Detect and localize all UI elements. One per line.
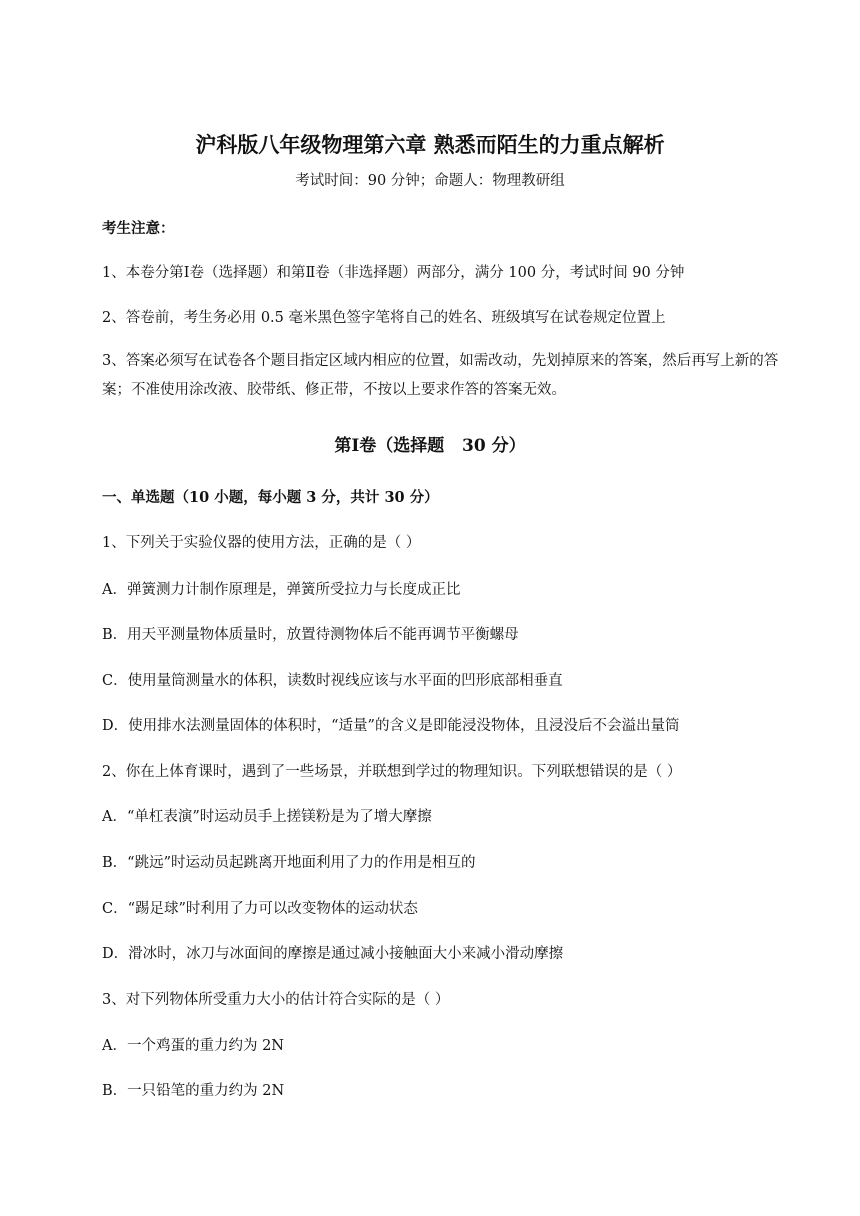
question-2-option-d: D．滑冰时，冰刀与冰面间的摩擦是通过减小接触面大小来减小滑动摩擦 xyxy=(102,946,564,962)
question-2-stem: 2、你在上体育课时，遇到了一些场景，并联想到学过的物理知识。下列联想错误的是（ ） xyxy=(102,764,682,780)
notice-heading: 考生注意： xyxy=(102,220,175,237)
exam-title: 沪科版八年级物理第六章 熟悉而陌生的力重点解析 xyxy=(195,132,665,157)
question-1-option-d: D．使用排水法测量固体的体积时，“适量”的含义是即能浸没物体，且浸没后不会溢出量筒 xyxy=(102,718,680,734)
question-3-option-a: A．一个鸡蛋的重力约为 2N xyxy=(102,1038,284,1054)
question-3-stem: 3、对下列物体所受重力大小的估计符合实际的是（ ） xyxy=(102,992,450,1008)
question-1-option-c: C．使用量筒测量水的体积，读数时视线应该与水平面的凹形底部相垂直 xyxy=(102,673,563,689)
exam-subtitle: 考试时间：90 分钟；命题人：物理教研组 xyxy=(295,173,565,189)
notice-item-3: 3、答案必须写在试卷各个题目指定区域内相应的位置，如需改动，先划掉原来的答案，然后再写上新的答案；不准使用涂改液、胶带纸、修正带，不按以上要求作答的答案无效。 xyxy=(102,353,779,398)
section-title: 第Ⅰ卷（选择题 30 分） xyxy=(334,436,526,456)
question-3-option-b: B．一只铅笔的重力约为 2N xyxy=(102,1083,285,1099)
notice-item-2: 2、答卷前，考生务必用 0.5 毫米黑色签字笔将自己的姓名、班级填写在试卷规定位置上 xyxy=(102,310,666,326)
question-2-option-b: B．“跳远”时运动员起跳离开地面利用了力的作用是相互的 xyxy=(102,855,476,871)
question-1-option-b: B．用天平测量物体质量时，放置待测物体后不能再调节平衡螺母 xyxy=(102,627,519,643)
question-1-stem: 1、下列关于实验仪器的使用方法，正确的是（ ） xyxy=(102,535,421,551)
notice-item-1: 1、本卷分第Ⅰ卷（选择题）和第Ⅱ卷（非选择题）两部分，满分 100 分，考试时间 90 分钟 xyxy=(102,265,685,281)
question-2-option-a: A．“单杠表演”时运动员手上搓镁粉是为了增大摩擦 xyxy=(102,809,432,825)
question-1-option-a: A．弹簧测力计制作原理是，弹簧所受拉力与长度成正比 xyxy=(102,582,461,598)
question-2-option-c: C．“踢足球”时利用了力可以改变物体的运动状态 xyxy=(102,901,418,917)
part-heading: 一、单选题（10 小题，每小题 3 分，共计 30 分） xyxy=(102,489,439,506)
